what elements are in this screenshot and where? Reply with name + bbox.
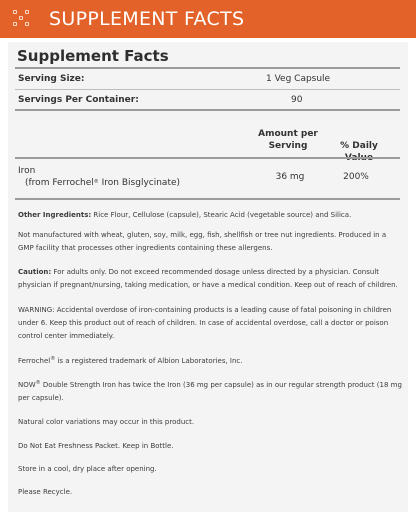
nutrient-source-suffix: Iron Bisglycinate)	[98, 178, 181, 188]
nutrient-source	[25, 178, 180, 188]
divider	[15, 109, 400, 111]
freshness-statement: Do Not Eat Freshness Packet. Keep in Bottle.	[18, 442, 174, 450]
trademark-suffix: is a registered trademark of Albion Laboratories, Inc.	[55, 357, 243, 365]
divider	[15, 198, 400, 200]
serving-size-label: Serving Size:	[18, 74, 85, 84]
caution-label: Caution:	[18, 268, 52, 276]
divider	[15, 157, 400, 159]
now-prefix: NOW	[18, 381, 36, 389]
column-header-amount-line1: Amount per	[258, 129, 318, 139]
other-ingredients-label: Other Ingredients:	[18, 211, 92, 219]
column-header-daily-value: % Daily	[340, 141, 378, 151]
other-ingredients-text: Rice Flour, Cellulose (capsule), Stearic Acid (vegetable source) and Silica.	[91, 211, 352, 219]
header-title: SUPPLEMENT FACTS	[49, 8, 245, 30]
nutrient-daily-value: 200%	[343, 172, 369, 182]
caution-statement	[18, 266, 404, 292]
column-header-amount-line2: Serving	[268, 141, 308, 151]
allergen-statement: Not manufactured with wheat, gluten, soy, milk, egg, fish, shellfish or tree nut ingredients. Produced in a GMP facility that processes other ingredients containing these allergens.	[18, 231, 387, 252]
x-dots-icon[interactable]	[12, 9, 32, 29]
registered-mark: ®	[93, 179, 99, 185]
serving-size-value: 1 Veg Capsule	[266, 74, 331, 84]
color-variation-statement: Natural color variations may occur in this product.	[18, 418, 195, 426]
nutrient-amount: 36 mg	[275, 172, 305, 182]
column-header-amount	[253, 128, 323, 152]
nutrient-source-prefix: (from Ferrochel	[25, 178, 94, 188]
storage-statement: Store in a cool, dry place after opening.	[18, 465, 157, 473]
now-suffix: Double Strength Iron has twice the Iron (36 mg per capsule) as in our regular strength product (18 mg per capsule).	[18, 381, 402, 402]
warning-statement: WARNING: Accidental overdose of iron-containing products is a leading cause of fatal poisoning in children under 6. Keep this product out of reach of children. In case of accidental overdose, call a doctor or poison control center immediately.	[18, 306, 392, 340]
trademark-statement	[18, 355, 404, 368]
other-ingredients	[18, 209, 404, 222]
servings-per-container-label: Servings Per Container:	[18, 95, 139, 105]
registered-mark: ®	[50, 356, 56, 362]
servings-per-container-value: 90	[291, 95, 303, 105]
divider	[15, 89, 400, 90]
trademark-prefix: Ferrochel	[18, 357, 51, 365]
supplement-facts-panel	[8, 42, 408, 512]
facts-title: Supplement Facts	[17, 47, 169, 65]
recycle-statement: Please Recycle.	[18, 488, 73, 496]
registered-mark: ®	[35, 380, 41, 386]
nutrient-name: Iron	[18, 166, 36, 176]
divider	[15, 67, 400, 69]
header-bar	[0, 0, 416, 38]
strength-statement	[18, 379, 404, 405]
caution-text: For adults only. Do not exceed recommended dosage unless directed by a physician. Consult physician if pregnant/nursing, taking medication, or have a medical condition. Keep out of reach of children.	[18, 268, 398, 289]
